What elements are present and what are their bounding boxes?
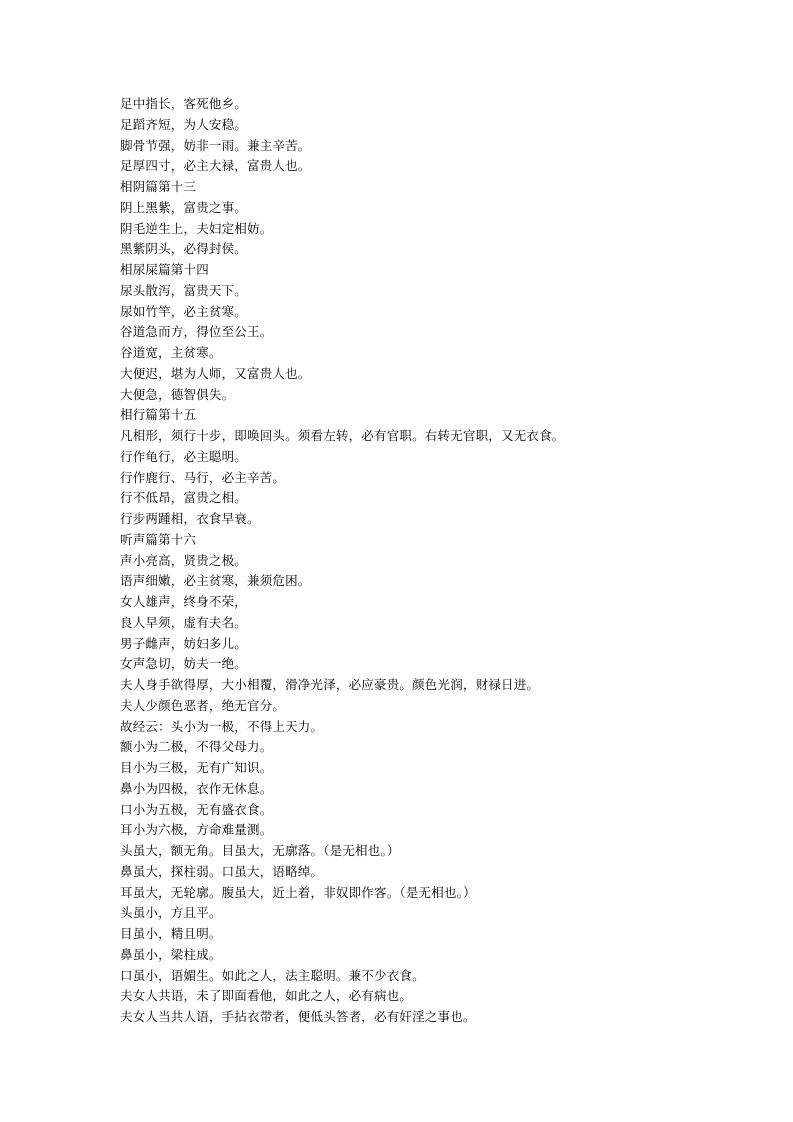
text-line: 脚骨节强，妨非一雨。兼主辛苦。 [120, 137, 311, 153]
text-line: 目虽小，精且明。 [120, 926, 222, 941]
text-line: 额小为二极，不得父母力。 [120, 739, 273, 755]
text-line: 口小为五极，无有盛衣食。 [120, 801, 273, 817]
text-line: 鼻虽大，探柱弱。口虽大，语略绰。 [120, 863, 324, 879]
text-line: 黑紫阴头，必得封侯。 [120, 241, 248, 257]
text-line: 行作鹿行、马行，必主辛苦。 [120, 469, 286, 485]
text-line: 夫人少颜色恶者，绝无官分。 [120, 697, 286, 713]
text-line: 夫女人共语，未了即面看他，如此之人，必有病也。 [120, 988, 413, 1004]
text-line: 足中指长，客死他乡。 [120, 96, 248, 111]
section-heading: 相阴篇第十三 [120, 179, 197, 194]
text-line: 耳虽大，无轮廓。腹虽大，近上着，非奴即作客。（是无相也。） [120, 884, 476, 900]
text-line: 女人雄声，终身不荣， [120, 594, 248, 609]
text-line: 足厚四寸，必主大禄，富贵人也。 [120, 158, 311, 174]
text-line: 凡相形，须行十步，即唤回头。须看左转，必有官职。右转无官职，又无衣食。 [120, 428, 565, 443]
text-line: 鼻虽小，梁柱成。 [120, 946, 222, 962]
text-line: 阴上黑紫，富贵之事。 [120, 199, 248, 215]
section-heading: 听声篇第十六 [120, 531, 197, 547]
text-line: 头虽小，方且平。 [120, 905, 222, 921]
text-line: 男子雌声，妨妇多儿。 [120, 635, 248, 651]
text-line: 行不低昂，富贵之相。 [120, 490, 248, 506]
text-line: 女声急切，妨夫一绝。 [120, 656, 248, 672]
text-line: 目小为三极，无有广知识。 [120, 760, 273, 775]
text-line: 大便迟，堪为人师，又富贵人也。 [120, 365, 311, 381]
text-line: 谷道急而方，得位至公王。 [120, 324, 273, 340]
text-line: 口虽小，语媚生。如此之人，法主聪明。兼不少衣食。 [120, 967, 425, 983]
text-line: 尿如竹竿，必主贫寒。 [120, 303, 248, 319]
document-body [120, 94, 740, 1028]
section-heading: 相尿屎篇第十四 [120, 262, 209, 277]
text-line: 阴毛逆生上，夫妇定相妨。 [120, 220, 273, 236]
text-line: 良人早须，虚有夫名。 [120, 614, 248, 630]
text-line: 足蹈齐短，为人安稳。 [120, 116, 248, 132]
text-line: 谷道宽，主贫寒。 [120, 345, 222, 360]
text-line: 耳小为六极，方命难量测。 [120, 822, 273, 838]
text-line: 大便急，德智俱失。 [120, 386, 235, 402]
text-line: 语声细嫩，必主贫寒，兼须危困。 [120, 573, 311, 589]
text-line: 夫人身手欲得厚，大小相覆，滑净光泽，必应豪贵。颜色光润，财禄日进。 [120, 677, 540, 692]
text-line: 行作龟行，必主聪明。 [120, 448, 248, 464]
text-line: 故经云：头小为一极，不得上天力。 [120, 718, 324, 734]
text-line: 头虽大，额无角。目虽大，无廓落。（是无相也。） [120, 843, 400, 858]
text-line: 声小亮高，贤贵之极。 [120, 552, 248, 568]
text-line: 行步两踵相，衣食早衰。 [120, 511, 260, 526]
text-line: 尿头散泻，富贵天下。 [120, 282, 248, 298]
text-line: 夫女人当共人语，手拈衣带者，便低头答者，必有奸淫之事也。 [120, 1009, 476, 1024]
text-line: 鼻小为四极，衣作无休息。 [120, 780, 273, 796]
section-heading: 相行篇第十五 [120, 407, 197, 423]
